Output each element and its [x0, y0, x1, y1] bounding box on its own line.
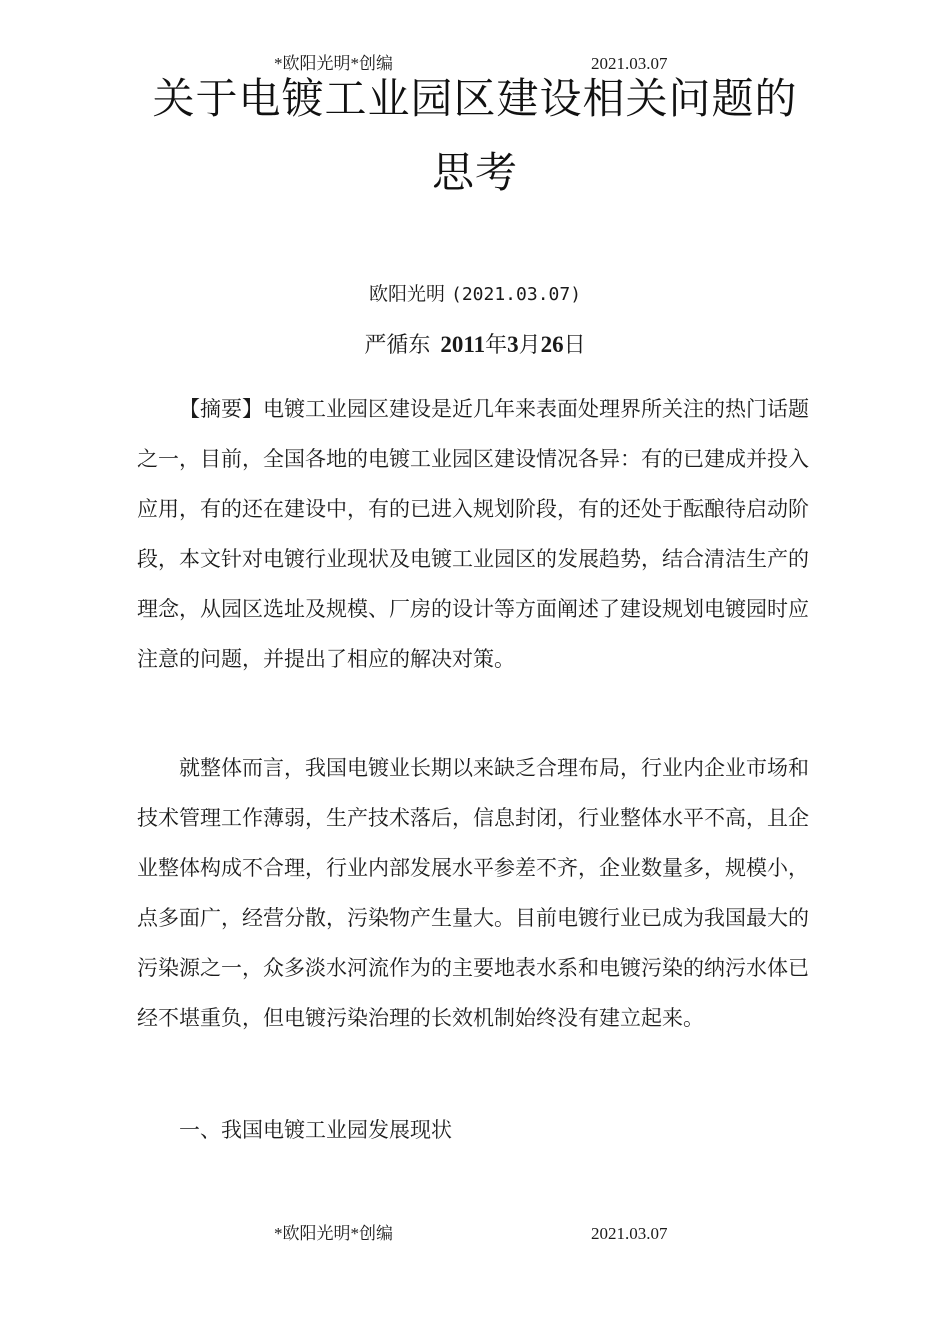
author-name: 欧阳光明 [368, 283, 445, 305]
document-title-line-2: 思考 [431, 148, 518, 197]
byline-name: 严循东 [364, 333, 431, 358]
byline-year-char: 年 [485, 333, 508, 358]
byline-month-char: 月 [518, 333, 541, 358]
document-title-line-1: 关于电镀工业园区建设相关问题的 [152, 74, 798, 123]
abstract-text: 电镀工业园区建设是近几年来表面处理界所关注的热门话题之一，目前，全国各地的电镀工业园区建设情况各异：有的已建成并投入应用，有的还在建设中，有的已进入规划阶段，有的还处于酝酿待启动阶段，本文针对电镀行业现状及电镀工业园区的发展趋势，结合清洁生产的理念，从园区选址及规模、厂房的设计等方面阐述了建设规划电镀园时应注意的问题，并提出了相应的解决对策。 [137, 397, 809, 671]
footer-date: 2021.03.07 [591, 1224, 668, 1243]
byline-year: 2011 [440, 332, 486, 357]
byline-month: 3 [507, 332, 519, 357]
header-date: 2021.03.07 [591, 54, 668, 73]
abstract-label: 【摘要】 [179, 397, 263, 421]
footer-author-stamp: *欧阳光明*创编 [274, 1224, 393, 1243]
byline-date [0, 330, 950, 361]
byline-day: 26 [540, 332, 564, 357]
byline-day-char: 日 [563, 333, 586, 358]
abstract-paragraph [137, 384, 809, 684]
section-heading-1: 一、我国电镀工业园发展现状 [179, 1118, 452, 1142]
author-line [0, 281, 950, 308]
body-paragraph-1: 就整体而言，我国电镀业长期以来缺乏合理布局，行业内企业市场和技术管理工作薄弱，生产技术落后，信息封闭，行业整体水平不高，且企业整体构成不合理，行业内部发展水平参差不齐，企业数量多，规模小，点多面广，经营分散，污染物产生量大。目前电镀行业已成为我国最大的污染源之一，众多淡水河流作为的主要地表水系和电镀污染的纳污水体已经不堪重负，但电镀污染治理的长效机制始终没有建立起来。 [137, 756, 809, 1030]
header-author-stamp: *欧阳光明*创编 [274, 54, 393, 73]
author-date: (2021.03.07) [451, 284, 582, 305]
